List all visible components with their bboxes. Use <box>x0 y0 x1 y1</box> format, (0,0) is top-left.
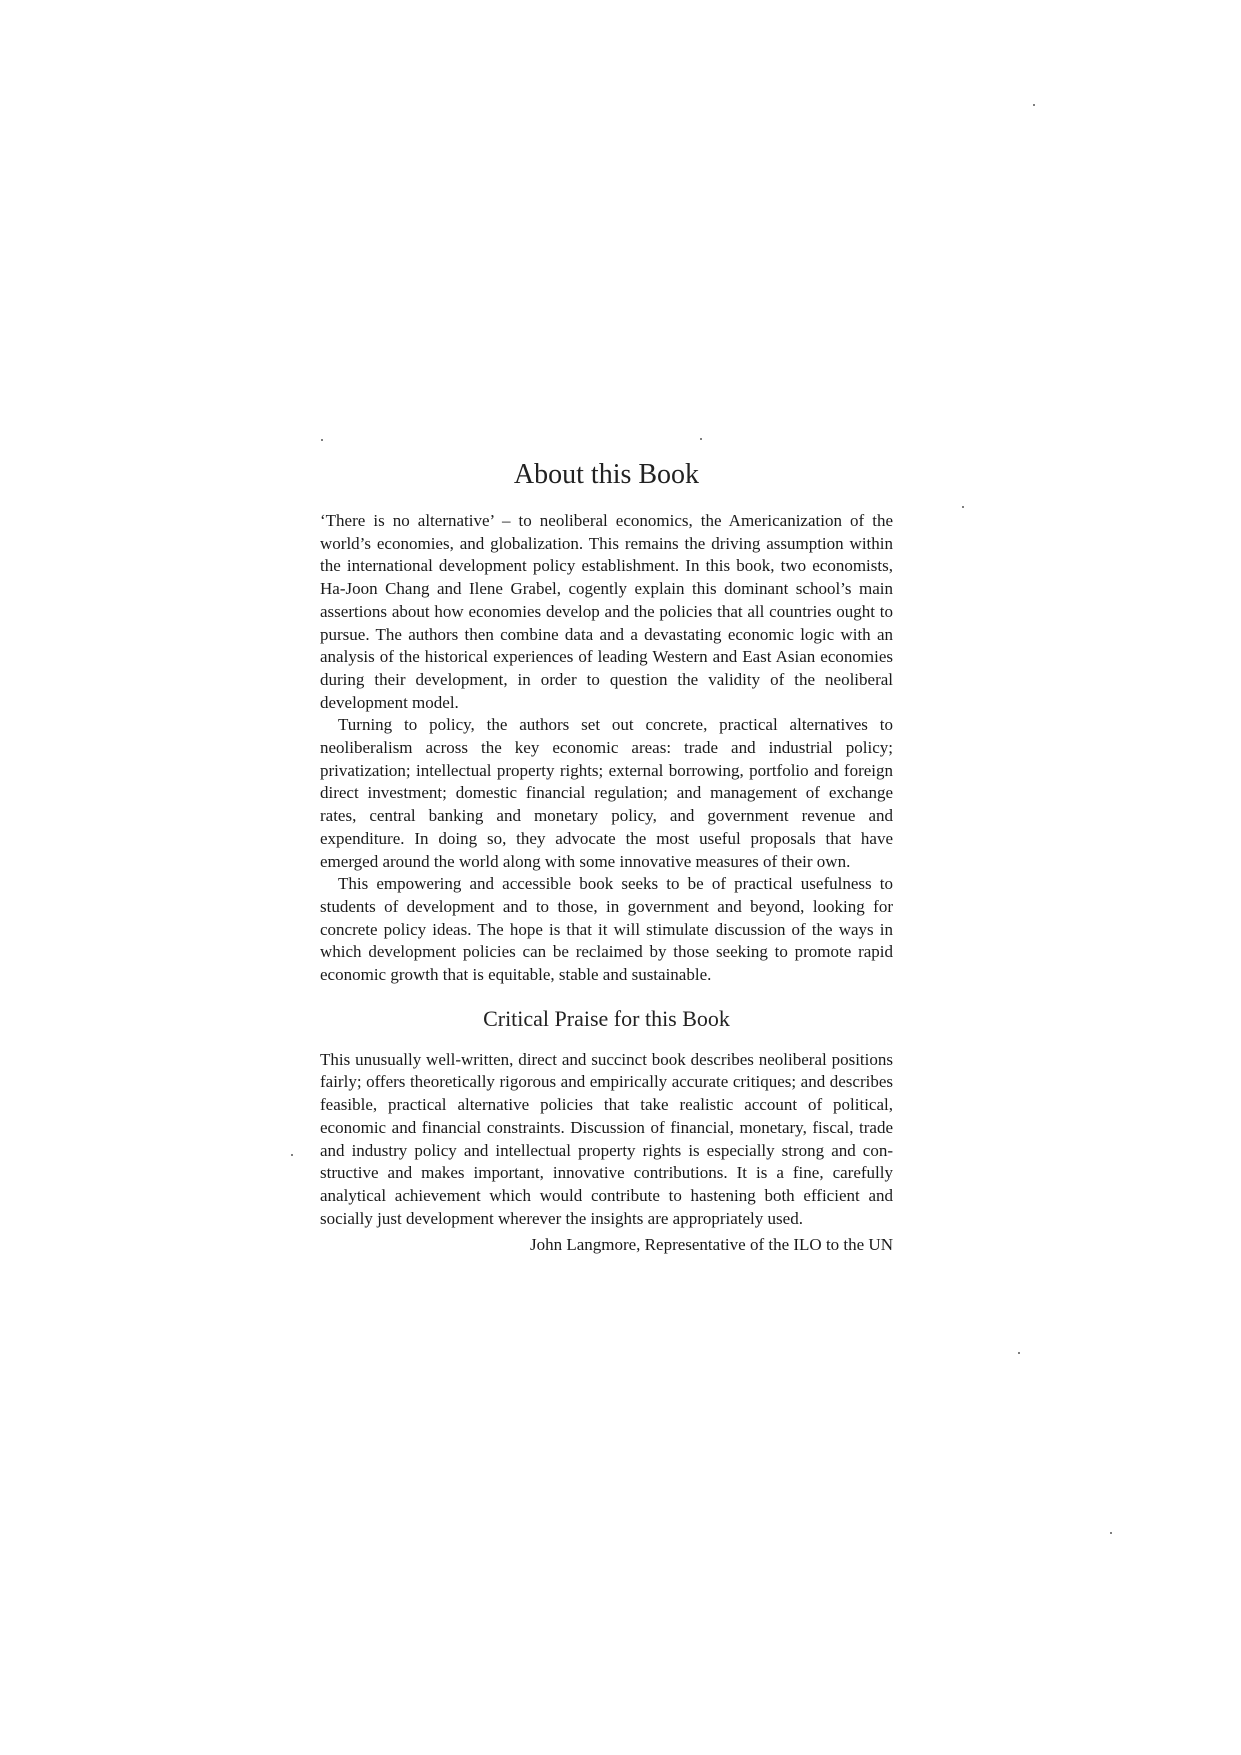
scan-speck <box>962 506 964 508</box>
scan-speck <box>1018 1352 1020 1354</box>
scan-speck <box>1033 104 1035 106</box>
praise-attribution: John Langmore, Representative of the ILO to the UN <box>529 1235 893 1255</box>
scan-speck <box>291 1154 293 1156</box>
about-paragraph-2: Turning to policy, the authors set out concrete, practical alternatives to neoliberalism across the key economic areas: trade and industrial policy; privatization; intellectual property rights; external borrowing, portfolio and foreign direct investment; domestic financial regulation; and management of exchange rates, central banking and monetary policy, and government revenue and expenditure. In doing so, they advocate the most useful proposals that have emerged around the world along with some innovative measures of their own. <box>320 715 893 871</box>
praise-heading: Critical Praise for this Book <box>483 1005 730 1031</box>
about-paragraph-1: ‘There is no alternative’ – to neoliberal economics, the Americanization of the world’s economies, and globalization. This remains the driving assumption within the international development policy establishment. In this book, two economists, Ha-Joon Chang and Ilene Grabel, cogently explain this dominant school’s main assertions about how economies develop and the policies that all countries ought to pursue. The authors then combine data and a devastating economic logic with an analysis of the historical experiences of leading Western and East Asian economies during their development, in order to question the validity of the neoliberal development model. <box>320 511 893 712</box>
about-heading: About this Book <box>513 459 700 490</box>
scan-speck <box>700 438 702 440</box>
scan-speck <box>321 439 323 441</box>
about-paragraph-3: This empowering and accessible book seeks to be of practical usefulness to students of development and to those, in government and beyond, looking for concrete policy ideas. The hope is that it will stimulate discussion of the ways in which development policies can be reclaimed by those seeking to promote rapid economic growth that is equitable, stable and sustainable. <box>320 874 893 985</box>
scan-speck <box>1110 1532 1112 1534</box>
page-content <box>320 458 893 1257</box>
praise-quote: This unusually well-written, direct and succinct book describes neoliberal positions fairly; offers theoretically rigorous and empirically accurate critiques; and describes feasible, practical alternative policies that take realistic account of political, economic and financial constraints. Discussion of financial, monetary, fiscal, trade and industry policy and intellectual property rights is especially strong and constructive and makes important, innovative contributions. It is a fine, carefully analytical achievement which would contribute to hastening both efficient and socially just development wherever the insights are appropriately used. <box>320 1049 893 1228</box>
